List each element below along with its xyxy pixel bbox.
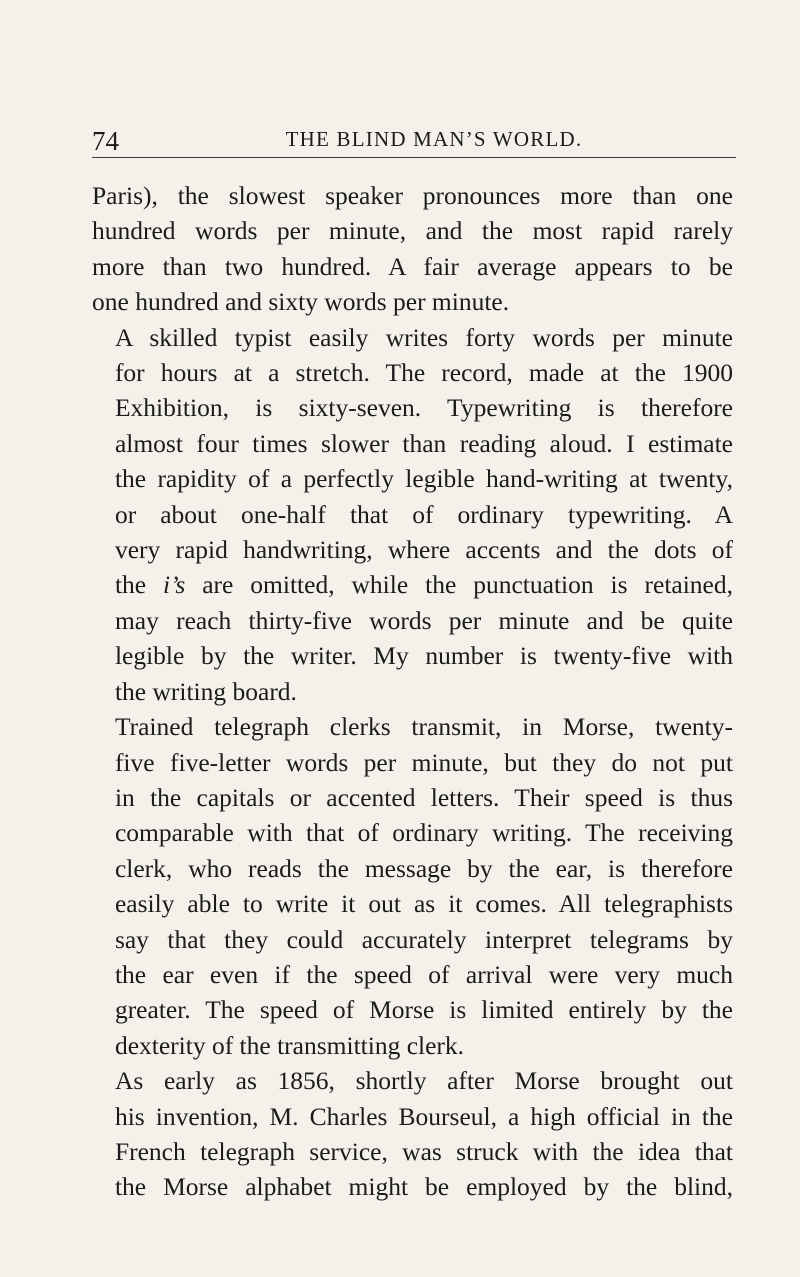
text-line: easily able to write it out as it comes. All telegraphists: [114, 889, 733, 919]
text-line: one hundred and sixty words per minute.: [92, 287, 510, 317]
text-line: As early as 1856, shortly after Morse brought out: [114, 1066, 733, 1096]
text-line: almost four times slower than reading aloud. I estimate: [114, 428, 733, 458]
text-line: Trained telegraph clerks transmit, in Morse, twenty-: [114, 712, 733, 742]
text-line: A skilled typist easily writes forty words per minute: [114, 322, 733, 352]
italic-word: i’s: [163, 570, 186, 600]
text-line: the rapidity of a perfectly legible hand-writing at twenty,: [114, 464, 733, 494]
text-line: hundred words per minute, and the most rapid rarely: [92, 216, 733, 246]
text-line: the writing board.: [114, 676, 297, 706]
text-line: or about one-half that of ordinary typewriting. A: [114, 499, 733, 529]
paragraph-4: [92, 1063, 733, 1205]
text-line: clerk, who reads the message by the ear, is therefore: [114, 853, 733, 883]
text-line: his invention, M. Charles Bourseul, a high official in the: [114, 1101, 733, 1131]
text-line: say that they could accurately interpret telegrams by: [114, 924, 733, 954]
text-line: more than two hundred. A fair average appears to be: [92, 251, 733, 281]
paragraph-3: [92, 709, 733, 1063]
text-line: in the capitals or accented letters. Their speed is thus: [114, 782, 733, 812]
body-text: [92, 178, 733, 1205]
text-line: very rapid handwriting, where accents and the dots of: [114, 535, 733, 565]
running-head: THE BLIND MAN’S WORLD.: [285, 127, 583, 151]
page-number: 74: [92, 126, 119, 156]
text-line: legible by the writer. My number is twenty-five with: [114, 641, 733, 671]
text-line: for hours at a stretch. The record, made at the 1900: [114, 358, 733, 388]
header-rule: [92, 157, 736, 158]
text-fragment: are omitted, while the punctuation is retained,: [185, 570, 734, 600]
text-line: Paris), the slowest speaker pronounces more than one: [92, 181, 733, 210]
text-line: the Morse alphabet might be employed by the blind,: [114, 1172, 733, 1202]
page-header: [92, 118, 736, 158]
text-line-with-italic: [92, 567, 733, 602]
text-line: may reach thirty-five words per minute and be quite: [114, 605, 733, 635]
text-line: comparable with that of ordinary writing. The receiving: [114, 818, 733, 848]
paragraph-1: [92, 178, 733, 320]
text-line: the ear even if the speed of arrival were very much: [114, 959, 733, 989]
text-line: French telegraph service, was struck with the idea that: [114, 1136, 733, 1166]
text-line: five five-letter words per minute, but they do not put: [114, 747, 733, 777]
text-line: greater. The speed of Morse is limited entirely by the: [114, 995, 733, 1025]
paragraph-2: [92, 320, 733, 709]
text-fragment: the: [114, 570, 164, 600]
text-line: dexterity of the transmitting clerk.: [114, 1030, 465, 1060]
text-line: Exhibition, is sixty-seven. Typewriting is therefore: [114, 393, 733, 423]
